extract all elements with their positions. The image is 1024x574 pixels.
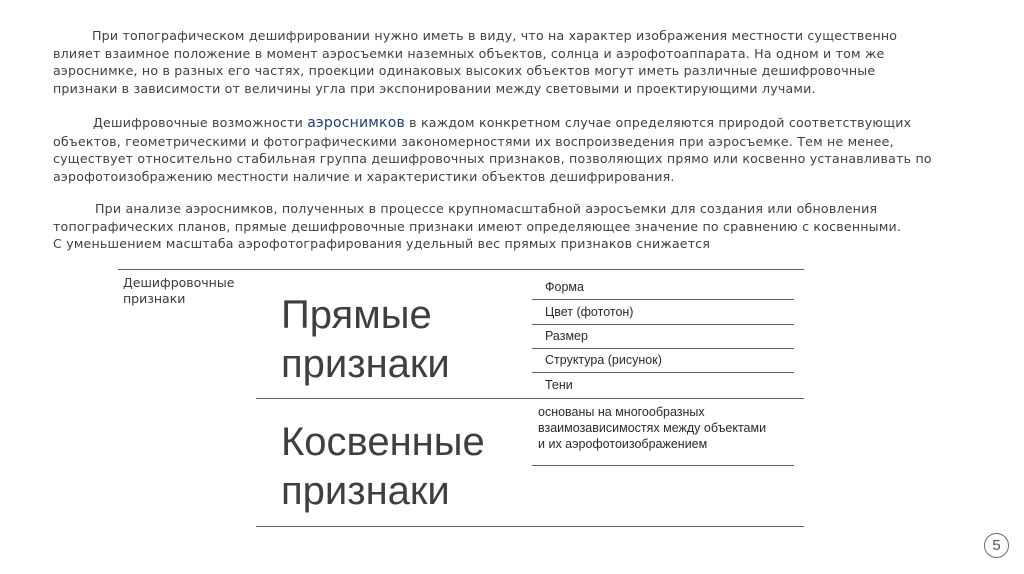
title-line: признаки (281, 469, 450, 513)
text-line: объектов, геометрическими и фотографическими закономерностями их воспроизведения при аэросъемке. Тем не менее, (53, 133, 894, 149)
title-line: признаки (281, 342, 450, 386)
text-fragment: в каждом конкретном случае определяются природой соответствующих (404, 115, 912, 130)
text-line: При топографическом дешифрировании нужно иметь в виду, что на характер изображения местности существенно (92, 28, 898, 43)
title-line: Косвенные (281, 420, 485, 464)
item-divider (532, 299, 794, 300)
item-divider (532, 324, 794, 325)
note-line: и их аэрофотоизображением (538, 437, 708, 451)
direct-sign-item: Цвет (фототон) (545, 305, 634, 319)
text-line: При анализе аэроснимков, полученных в процессе крупномасштабной аэросъемки для создания или обновления (95, 201, 878, 216)
paragraph-1 (53, 27, 993, 98)
text-line: топографических планов, прямые дешифровочные признаки имеют определяющее значение по сравнению с косвенными. (53, 218, 902, 234)
header-line: Дешифровочные (123, 275, 235, 290)
direct-sign-item: Форма (545, 280, 584, 294)
text-line: аэроснимке, но в разных его частях, проекции одинаковых высоких объектов могут иметь различные дешифровочные (53, 63, 876, 79)
table-bottom-rule (256, 526, 804, 527)
note-divider (532, 465, 794, 466)
section-divider (256, 398, 804, 399)
page-number-badge: 5 (984, 533, 1009, 558)
note-line: основаны на многообразных (538, 405, 705, 419)
paragraph-2 (53, 114, 993, 186)
text-fragment: Дешифровочные возможности (93, 115, 308, 130)
highlighted-term: аэроснимков (307, 115, 405, 131)
table-header-label (123, 275, 234, 307)
text-line (53, 114, 993, 133)
table-top-rule (118, 269, 804, 270)
indirect-signs-note (538, 404, 766, 452)
direct-sign-item: Тени (545, 378, 573, 392)
text-line: аэрофотоизображению местности наличие и характеристики объектов дешифрирования. (53, 169, 675, 185)
title-line: Прямые (281, 293, 432, 337)
direct-sign-item: Размер (545, 329, 588, 343)
text-line: признаки в зависимости от величины угла при экспонировании между световыми и проектирующими лучами. (53, 81, 816, 97)
indirect-signs-title (281, 418, 485, 516)
item-divider (532, 372, 794, 373)
direct-signs-title (281, 291, 450, 389)
text-line: С уменьшением масштаба аэрофотографирования удельный вес прямых признаков снижается (53, 236, 711, 252)
direct-sign-item: Структура (рисунок) (545, 353, 662, 367)
note-line: взаимозависимостях между объектами (538, 421, 767, 435)
paragraph-3 (53, 200, 993, 253)
header-line: признаки (123, 291, 186, 306)
text-line: существует относительно стабильная группа дешифровочных признаков, позволяющих прямо или косвенно устанавливать по (53, 151, 932, 167)
item-divider (532, 348, 794, 349)
text-line: влияет взаимное положение в момент аэросъемки наземных объектов, солнца и аэрофотоаппарата. На одном и том же (53, 45, 885, 61)
